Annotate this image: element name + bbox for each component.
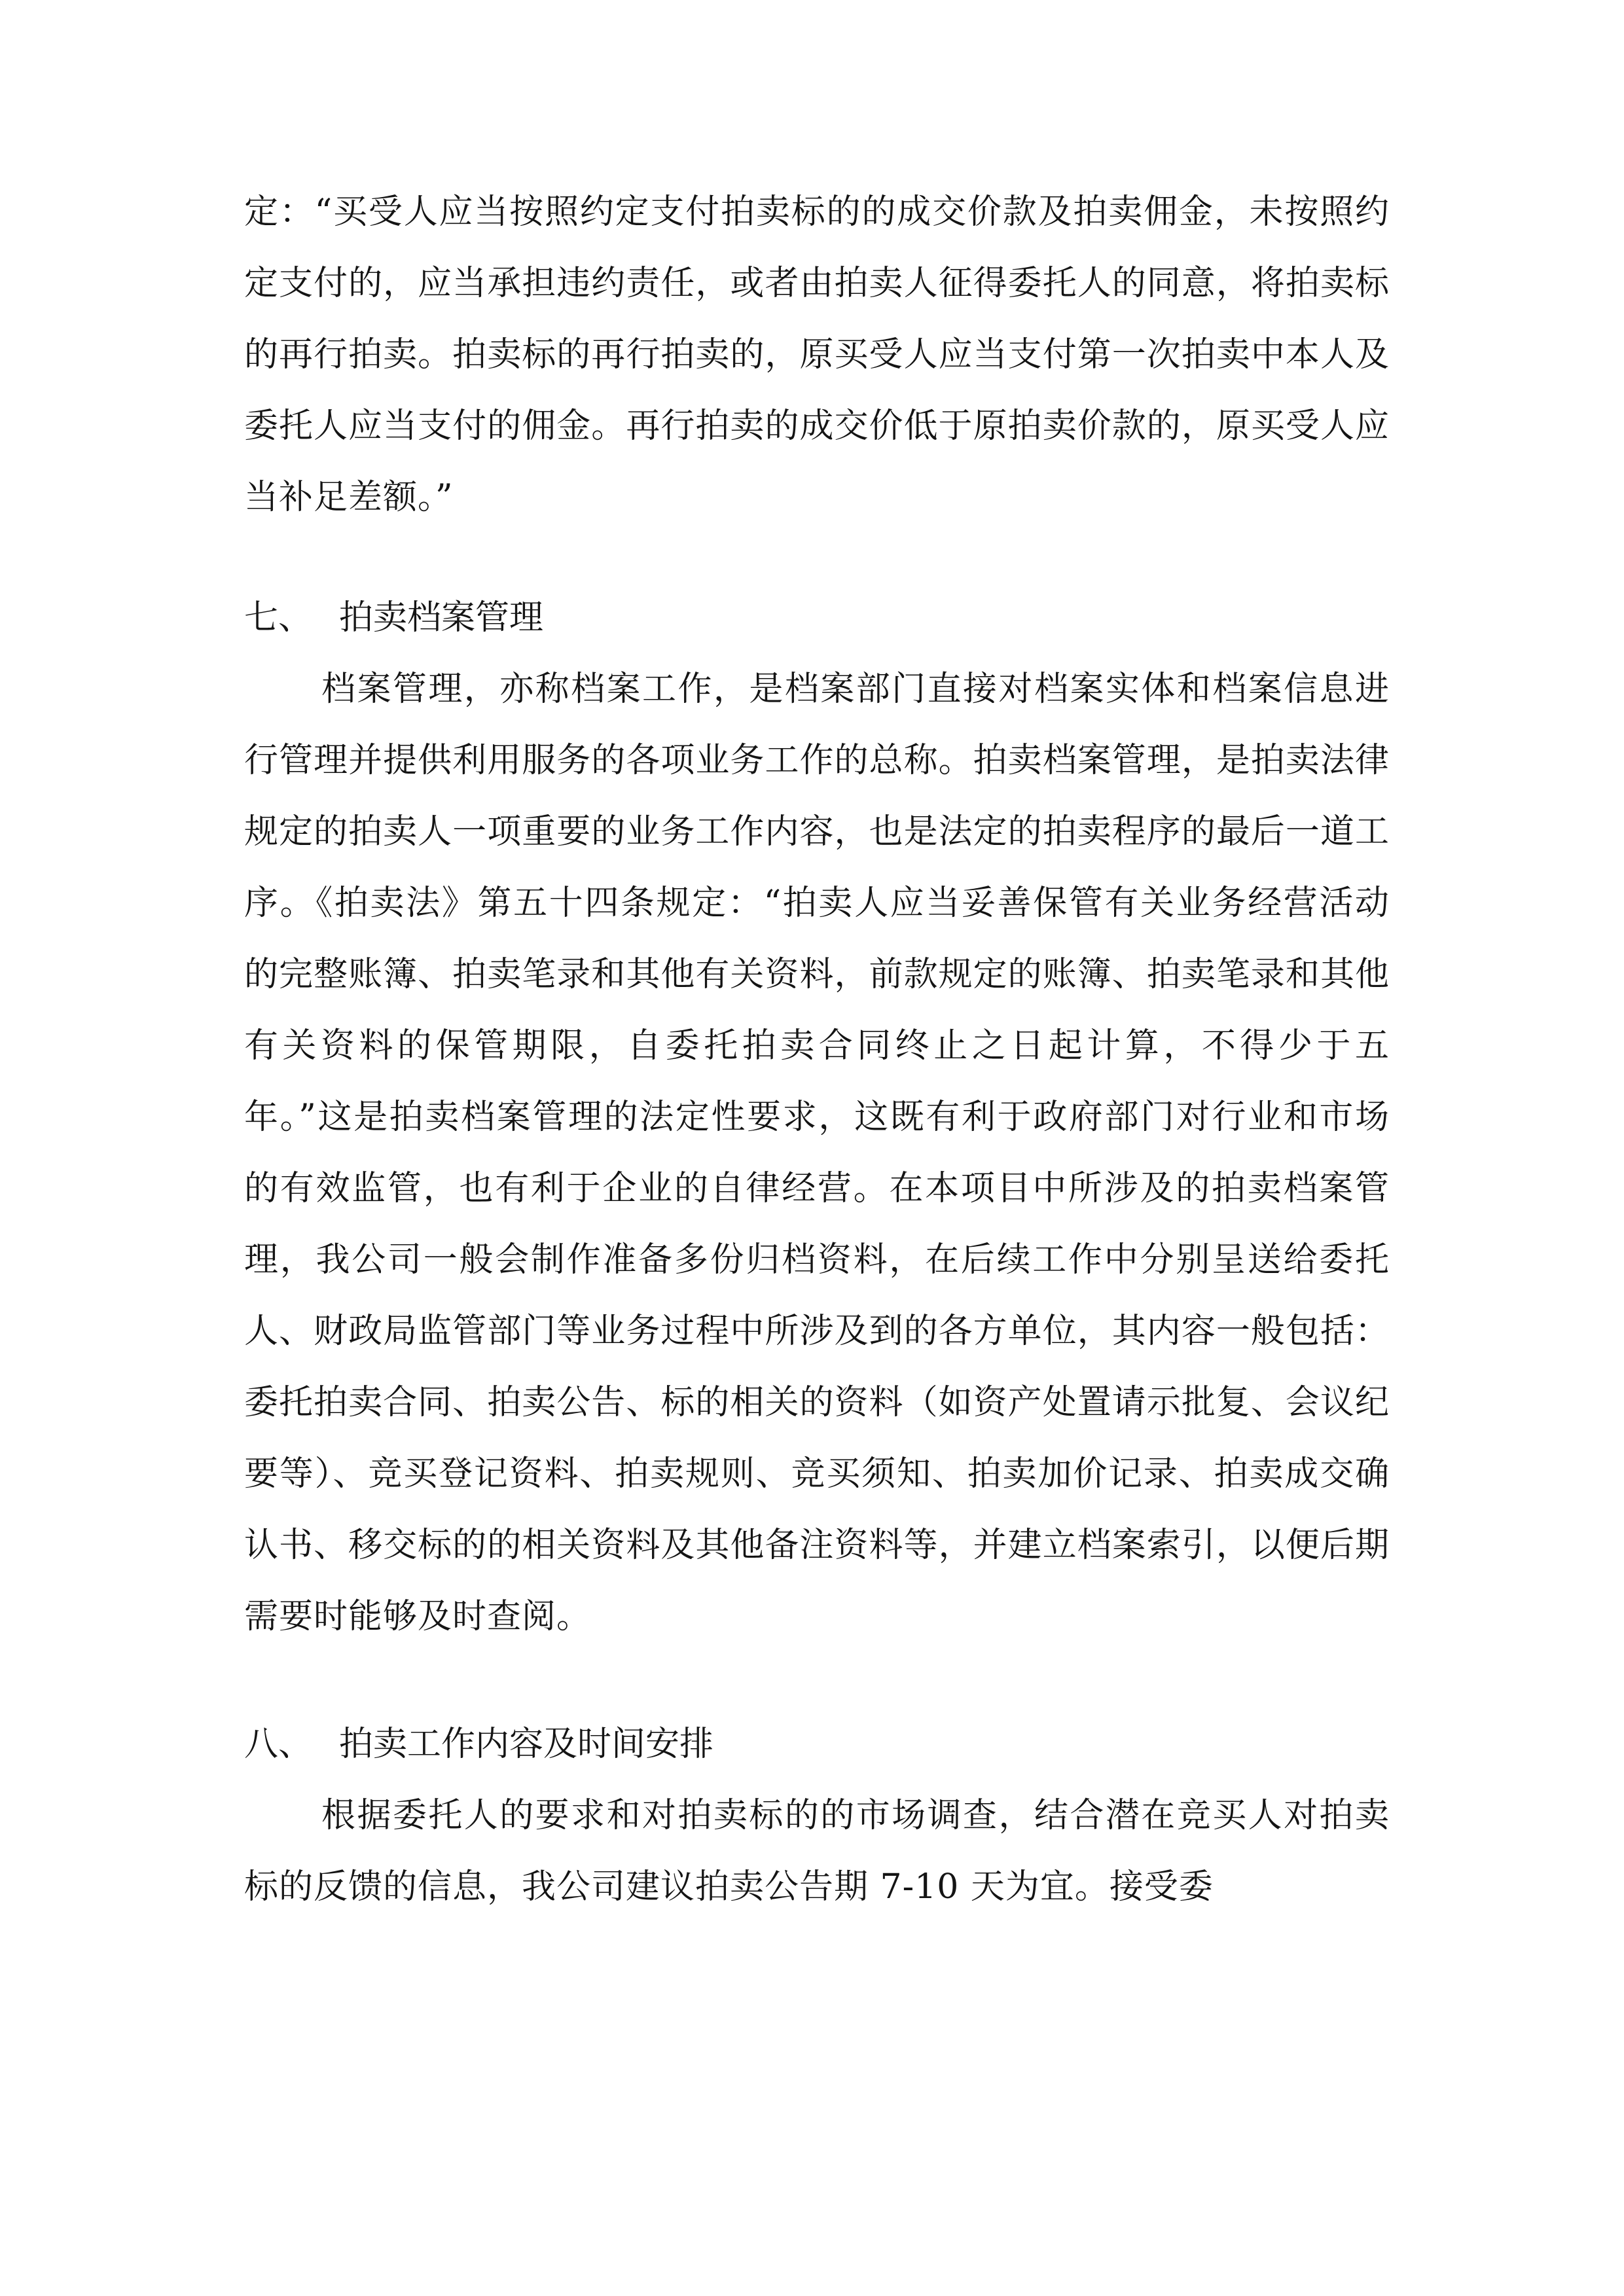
paragraph-continuation: 定：“买受人应当按照约定支付拍卖标的的成交价款及拍卖佣金，未按照约定支付的，应当承担违约责任，或者由拍卖人征得委托人的同意，将拍卖标的再行拍卖。拍卖标的再行拍卖的，原买受人应当支付第一次拍卖中本人及委托人应当支付的佣金。再行拍卖的成交价低于原拍卖价款的，原买受人应当补足差额。” [244,192,1390,517]
section-7-heading [244,583,1390,654]
section-7-title: 拍卖档案管理 [339,598,544,637]
section-7-number: 七、 [244,598,313,637]
spacer [244,1653,1390,1709]
spacer [244,533,1390,583]
section-7-body: 档案管理，亦称档案工作，是档案部门直接对档案实体和档案信息进行管理并提供利用服务的各项业务工作的总称。拍卖档案管理，是拍卖法律规定的拍卖人一项重要的业务工作内容，也是法定的拍卖程序的最后一道工序。《拍卖法》第五十四条规定：“拍卖人应当妥善保管有关业务经营活动的完整账簿、拍卖笔录和其他有关资料，前款规定的账簿、拍卖笔录和其他有关资料的保管期限，自委托拍卖合同终止之日起计算，不得少于五年。”这是拍卖档案管理的法定性要求，这既有利于政府部门对行业和市场的有效监管，也有利于企业的自律经营。在本项目中所涉及的拍卖档案管理，我公司一般会制作准备多份归档资料，在后续工作中分别呈送给委托人、财政局监管部门等业务过程中所涉及到的各方单位，其内容一般包括：委托拍卖合同、拍卖公告、标的相关的资料（如资产处置请示批复、会议纪要等）、竞买登记资料、拍卖规则、竞买须知、拍卖加价记录、拍卖成交确认书、移交标的的相关资料及其他备注资料等，并建立档案索引，以便后期需要时能够及时查阅。 [244,670,1390,1636]
section-8-body: 根据委托人的要求和对拍卖标的的市场调查，结合潜在竞买人对拍卖标的反馈的信息，我公司建议拍卖公告期 7-10 天为宜。接受委 [244,1796,1390,1907]
section-8-heading [244,1709,1390,1780]
section-8-title: 拍卖工作内容及时间安排 [339,1725,714,1764]
document-body [244,177,1390,1923]
section-8-number: 八、 [244,1725,313,1764]
